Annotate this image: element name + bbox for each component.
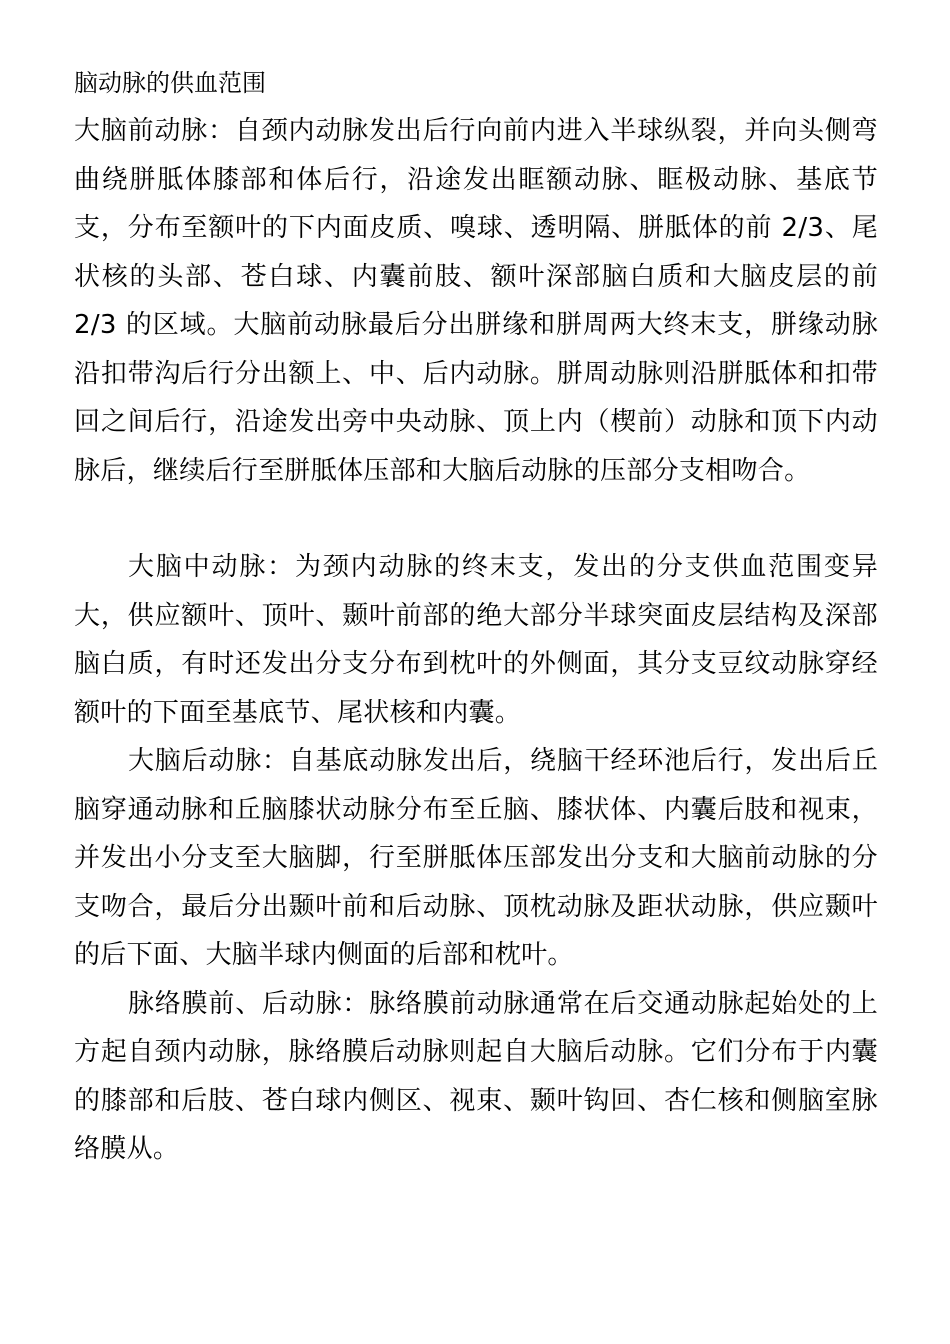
paragraph-middle-cerebral-artery: 大脑中动脉：为颈内动脉的终末支，发出的分支供血范围变异大，供应额叶、顶叶、颞叶前部的绝大部分半球突面皮层结构及深部脑白质，有时还发出分支分布到枕叶的外侧面，其分支豆纹动脉穿经额叶的下面至基底节、尾状核和内囊。 (74, 552, 878, 728)
paragraph-choroidal-arteries: 脉络膜前、后动脉：脉络膜前动脉通常在后交通动脉起始处的上方起自颈内动脉，脉络膜后动脉则起自大脑后动脉。它们分布于内囊的膝部和后肢、苍白球内侧区、视束、颞叶钩回、杏仁核和侧脑室脉络膜从。 (74, 988, 878, 1164)
document-page (74, 62, 878, 1174)
paragraph-spacer (74, 495, 878, 543)
paragraph-posterior-cerebral-artery: 大脑后动脉：自基底动脉发出后，绕脑干经环池后行，发出后丘脑穿通动脉和丘脑膝状动脉分布至丘脑、膝状体、内囊后肢和视束，并发出小分支至大脑脚，行至胼胝体压部发出分支和大脑前动脉的分支吻合，最后分出颞叶前和后动脉、顶枕动脉及距状动脉，供应颞叶的后下面、大脑半球内侧面的后部和枕叶。 (74, 746, 878, 970)
paragraph-anterior-cerebral-artery: 大脑前动脉：自颈内动脉发出后行向前内进入半球纵裂，并向头侧弯曲绕胼胝体膝部和体后行，沿途发出眶额动脉、眶极动脉、基底节支，分布至额叶的下内面皮质、嗅球、透明隔、胼胝体的前 2/3、尾状核的头部、苍白球、内囊前肢、额叶深部脑白质和大脑皮层的前 2/3 的区域。大脑前动脉最后分出胼缘和胼周两大终末支，胼缘动脉沿扣带沟后行分出额上、中、后内动脉。胼周动脉则沿胼胝体和扣带回之间后行，沿途发出旁中央动脉、顶上内（楔前）动脉和顶下内动脉后，继续后行至胼胝体压部和大脑后动脉的压部分支相吻合。 (74, 116, 878, 486)
document-title: 脑动脉的供血范围 (74, 69, 266, 97)
